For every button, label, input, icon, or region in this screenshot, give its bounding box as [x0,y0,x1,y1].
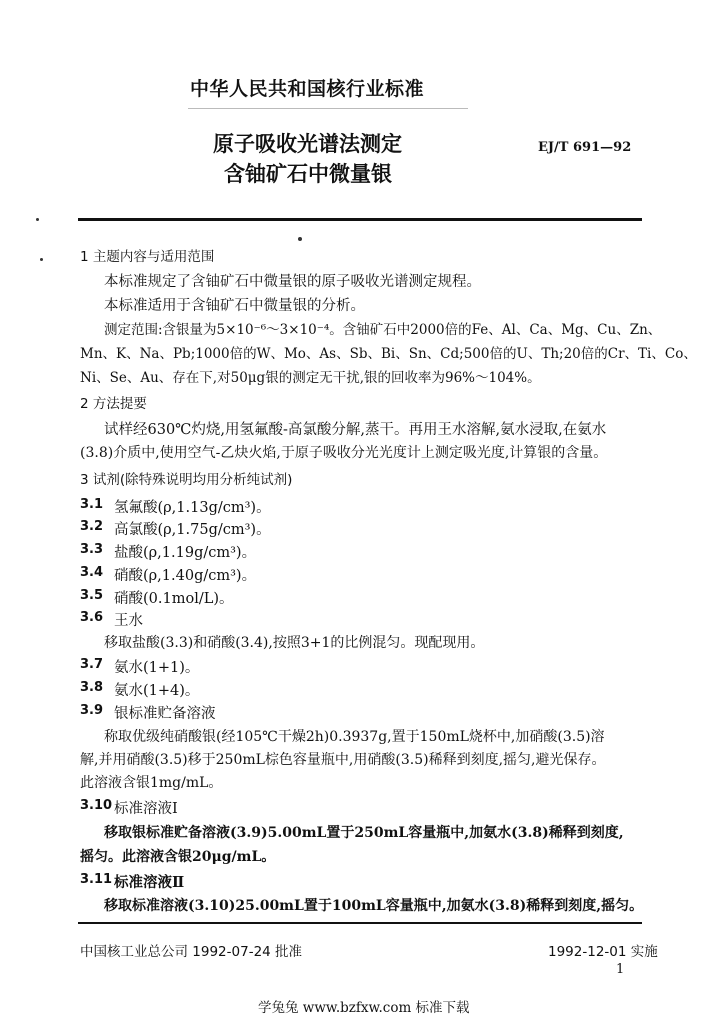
org-title: 中华人民共和国核行业标准 [190,78,425,100]
item-number: 3.2 [80,519,104,534]
item-number: 3.11 [80,872,113,887]
scan-speck [36,218,39,221]
item-text: 标准溶液Ⅱ [114,874,185,891]
item-text: 盐酸(ρ,1.19g/cm³)。 [114,545,257,561]
doc-title-line2: 含铀矿石中微量银 [224,162,392,186]
s1-paragraph-2: 本标准适用于含铀矿石中微量银的分析。 [104,298,365,314]
scan-speck [298,237,302,241]
watermark-link[interactable]: 学兔兔 www.bzfxw.com 标准下载 [258,1000,470,1016]
s2-paragraph-line1: 试样经630℃灼烧,用氢氟酸-高氯酸分解,蒸干。再用王水溶解,氨水浸取,在氨水 [104,422,607,438]
item-text: 硝酸(0.1mol/L)。 [114,591,234,607]
item-number: 3.3 [80,542,104,557]
item-number: 3.9 [80,703,104,718]
item-text: 硝酸(ρ,1.40g/cm³)。 [114,568,257,584]
section-1-heading: 1 主题内容与适用范围 [80,249,215,265]
s2-paragraph-line2: (3.8)介质中,使用空气-乙炔火焰,于原子吸收分光光度计上测定吸光度,计算银的含量。 [80,445,608,461]
s1-paragraph-3-line2: Mn、K、Na、Pb;1000倍的W、Mo、As、Sb、Bi、Sn、Cd;500倍的U、Th;20倍的Cr、Ti、Co、 [80,346,697,362]
title-divider [78,218,642,221]
section-3-heading: 3 试剂(除特殊说明均用分析纯试剂) [80,472,293,488]
s1-paragraph-3-line3: Ni、Se、Au、存在下,对50μg银的测定无干扰,银的回收率为96%～104%。 [80,370,541,386]
item-3-9-line2: 解,并用硝酸(3.5)移于250mL棕色容量瓶中,用硝酸(3.5)稀释到刻度,摇匀,避光保存。 [80,752,606,768]
item-text: 王水 [114,613,143,629]
item-3-9-line3: 此溶液含银1mg/mL。 [80,775,223,791]
item-text: 氨水(1+1)。 [114,660,200,676]
item-text: 氢氟酸(ρ,1.13g/cm³)。 [114,500,271,516]
implementation-line: 1992-12-01 实施 [548,944,658,960]
scan-speck [40,258,43,261]
item-text: 标准溶液Ⅰ [114,801,178,817]
s1-paragraph-3-line1: 测定范围:含银量为5×10⁻⁶～3×10⁻⁴。含铀矿石中2000倍的Fe、Al、Ca、Mg、Cu、Zn、 [104,322,662,338]
item-number: 3.6 [80,610,104,625]
approval-line: 中国核工业总公司 1992-07-24 批准 [80,944,303,960]
item-text: 高氯酸(ρ,1.75g/cm³)。 [114,522,271,538]
item-3-11-line1: 移取标准溶液(3.10)25.00mL置于100mL容量瓶中,加氨水(3.8)稀释到刻度,摇匀。 [104,898,644,914]
item-number: 3.5 [80,588,104,603]
s1-paragraph-1: 本标准规定了含铀矿石中微量银的原子吸收光谱测定规程。 [104,274,481,290]
header-rule [188,108,468,109]
item-number: 3.8 [80,680,104,695]
item-3-6-description: 移取盐酸(3.3)和硝酸(3.4),按照3+1的比例混匀。现配现用。 [104,635,485,651]
item-text: 氨水(1+4)。 [114,683,200,699]
page-number: 1 [616,962,625,977]
section-2-heading: 2 方法提要 [80,396,147,412]
footer-divider [78,922,642,924]
item-number: 3.4 [80,565,104,580]
item-text: 银标准贮备溶液 [114,706,216,722]
doc-title-line1: 原子吸收光谱法测定 [213,132,402,156]
item-number: 3.10 [80,798,113,813]
item-number: 3.7 [80,657,104,672]
item-3-9-line1: 称取优级纯硝酸银(经105℃干燥2h)0.3937g,置于150mL烧杯中,加硝酸(3.5)溶 [104,729,605,745]
item-3-10-line2: 摇匀。此溶液含银20μg/mL。 [80,849,276,865]
item-3-10-line1: 移取银标准贮备溶液(3.9)5.00mL置于250mL容量瓶中,加氨水(3.8)稀释到刻度, [104,825,624,841]
item-number: 3.1 [80,497,104,512]
standard-code: EJ/T 691—92 [538,140,632,155]
